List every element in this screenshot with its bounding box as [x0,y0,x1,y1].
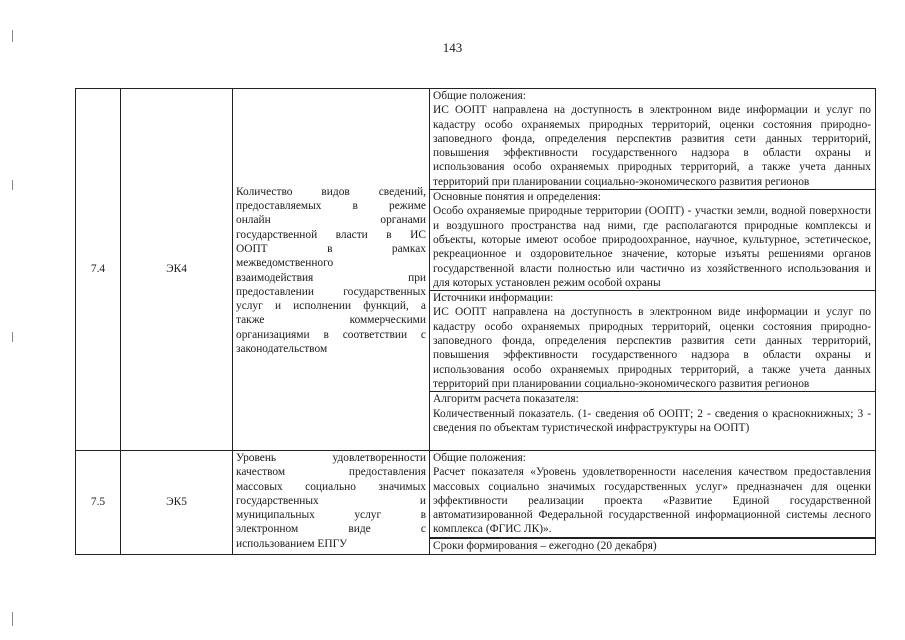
section-text-line: кадастру особо охраняемых природных территорий, оценки состояния природно- [433,320,871,333]
indicator-name-line: предоставлении государственных [236,285,426,298]
description-section [430,190,875,291]
row-code: ЭК4 [121,89,233,451]
section-text-line: повышения эффективности государственного надзора в области охраны и [433,349,871,362]
section-text-line: территорий при планировании социально-экономического развития регионов [433,175,810,188]
indicator-name-line: государственных и [236,494,426,507]
section-text-line: использования особо охраняемых природных территорий, а также учета данных [433,161,871,174]
section-text-line: ИС ООПТ направлена на доступность в электронном виде информации и услуг по [433,306,871,319]
indicator-name-line: муниципальных услуг в [236,509,426,522]
indicator-name-line: предоставляемых в режиме [236,200,426,213]
section-text-line: и воздушного пространства над ними, где располагаются природные комплексы и [433,219,871,232]
indicator-name-line: онлайн органами [236,214,426,227]
indicator-name-line: использованием ЕПГУ [236,537,348,550]
section-text-line: рекреационное и оздоровительное значение, которые изъяты решениями органов [433,248,871,261]
indicator-name [233,451,430,555]
indicator-name-line: ООПТ в рамках [236,242,426,255]
table-row [76,89,876,451]
description-section [430,291,875,392]
description-section [430,451,875,538]
section-text-line: Количественный показатель. (1- сведения об ООПТ; 2 - сведения о краснокнижных; 3 - [433,407,871,420]
section-text-line: Расчет показателя «Уровень удовлетворенности населения качеством предоставления [433,466,871,479]
row-code: ЭК5 [121,451,233,555]
section-text-line: территорий при планировании социально-экономического развития регионов [433,377,810,390]
section-heading: Основные понятия и определения: [433,191,601,204]
table-row [76,451,876,555]
section-heading: Алгоритм расчета показателя: [433,393,579,406]
scan-margin-mark [12,612,13,626]
indicator-name-line: государственной власти в ИС [236,228,426,241]
description-section [430,89,875,190]
section-heading: Общие положения: [433,452,526,464]
section-text-line: государственной власти полностью или частично из хозяйственного использования и [433,262,871,275]
indicator-name-line: Уровень удовлетворенности [236,452,426,464]
section-text-line: эффективности реализации проекта «Развитие Единой государственной [433,494,871,507]
page-number: 143 [442,40,463,55]
description-section [430,392,875,435]
indicator-name-line: также коммерческими [236,314,426,327]
section-text-line: заповедного фонда, определения перспектив развития сети данных территорий, [433,335,871,348]
row-number: 7.5 [76,451,121,555]
section-text-line: кадастру особо охраняемых природных территорий, оценки состояния природно- [433,118,871,131]
indicator-name-line: межведомственного [236,257,334,270]
section-heading: Источники информации: [433,292,554,305]
section-footer: Сроки формирования – ежегодно (20 декабря) [430,538,875,553]
indicator-description [430,451,876,555]
section-text-line: Особо охраняемые природные территории (ООПТ) - участки земли, водной поверхности [433,205,871,218]
section-text-line: использования особо охраняемых природных территорий, а также учета данных [433,363,871,376]
section-text-line: массовых социально значимых государственных услуг» предназначен для оценки [433,480,871,493]
scan-margin-mark [12,332,13,342]
section-text-line: сведения по объектам туристической инфраструктуры на ООПТ) [433,421,750,434]
section-heading: Общие положения: [433,90,526,102]
section-text-line: ИС ООПТ направлена на доступность в электронном виде информации и услуг по [433,104,871,117]
indicator-name-line: качеством предоставления [236,466,426,479]
section-text-line: повышения эффективности государственного надзора в области охраны и [433,147,871,160]
indicator-name-line: услуг и исполнении функций, а [236,300,426,313]
section-text-line: комплекса (ФГИС ЛК)». [433,523,552,536]
indicators-table [75,88,876,555]
indicator-name-line: массовых социально значимых [236,480,426,493]
scan-margin-mark [12,180,13,190]
section-text-line: объекты, которые имеют особое природоохранное, научное, культурное, эстетическое, [433,233,871,246]
indicator-name-line: электронном виде с [236,523,426,536]
indicator-name-line: законодательством [236,342,328,355]
indicator-name-line: организациями в соответствии с [236,328,426,341]
indicator-name [233,89,430,451]
section-text-line: автоматизированной Федеральной государственной информационной системы лесного [433,509,871,522]
indicator-description [430,89,876,451]
scan-margin-mark [12,30,13,42]
indicator-name-line: взаимодействия при [236,271,426,284]
section-text-line: для которых установлен режим особой охраны [433,276,661,289]
row-number: 7.4 [76,89,121,451]
indicator-name-line: Количество видов сведений, [236,185,426,198]
section-text-line: заповедного фонда, определения перспектив развития сети данных территорий, [433,132,871,145]
